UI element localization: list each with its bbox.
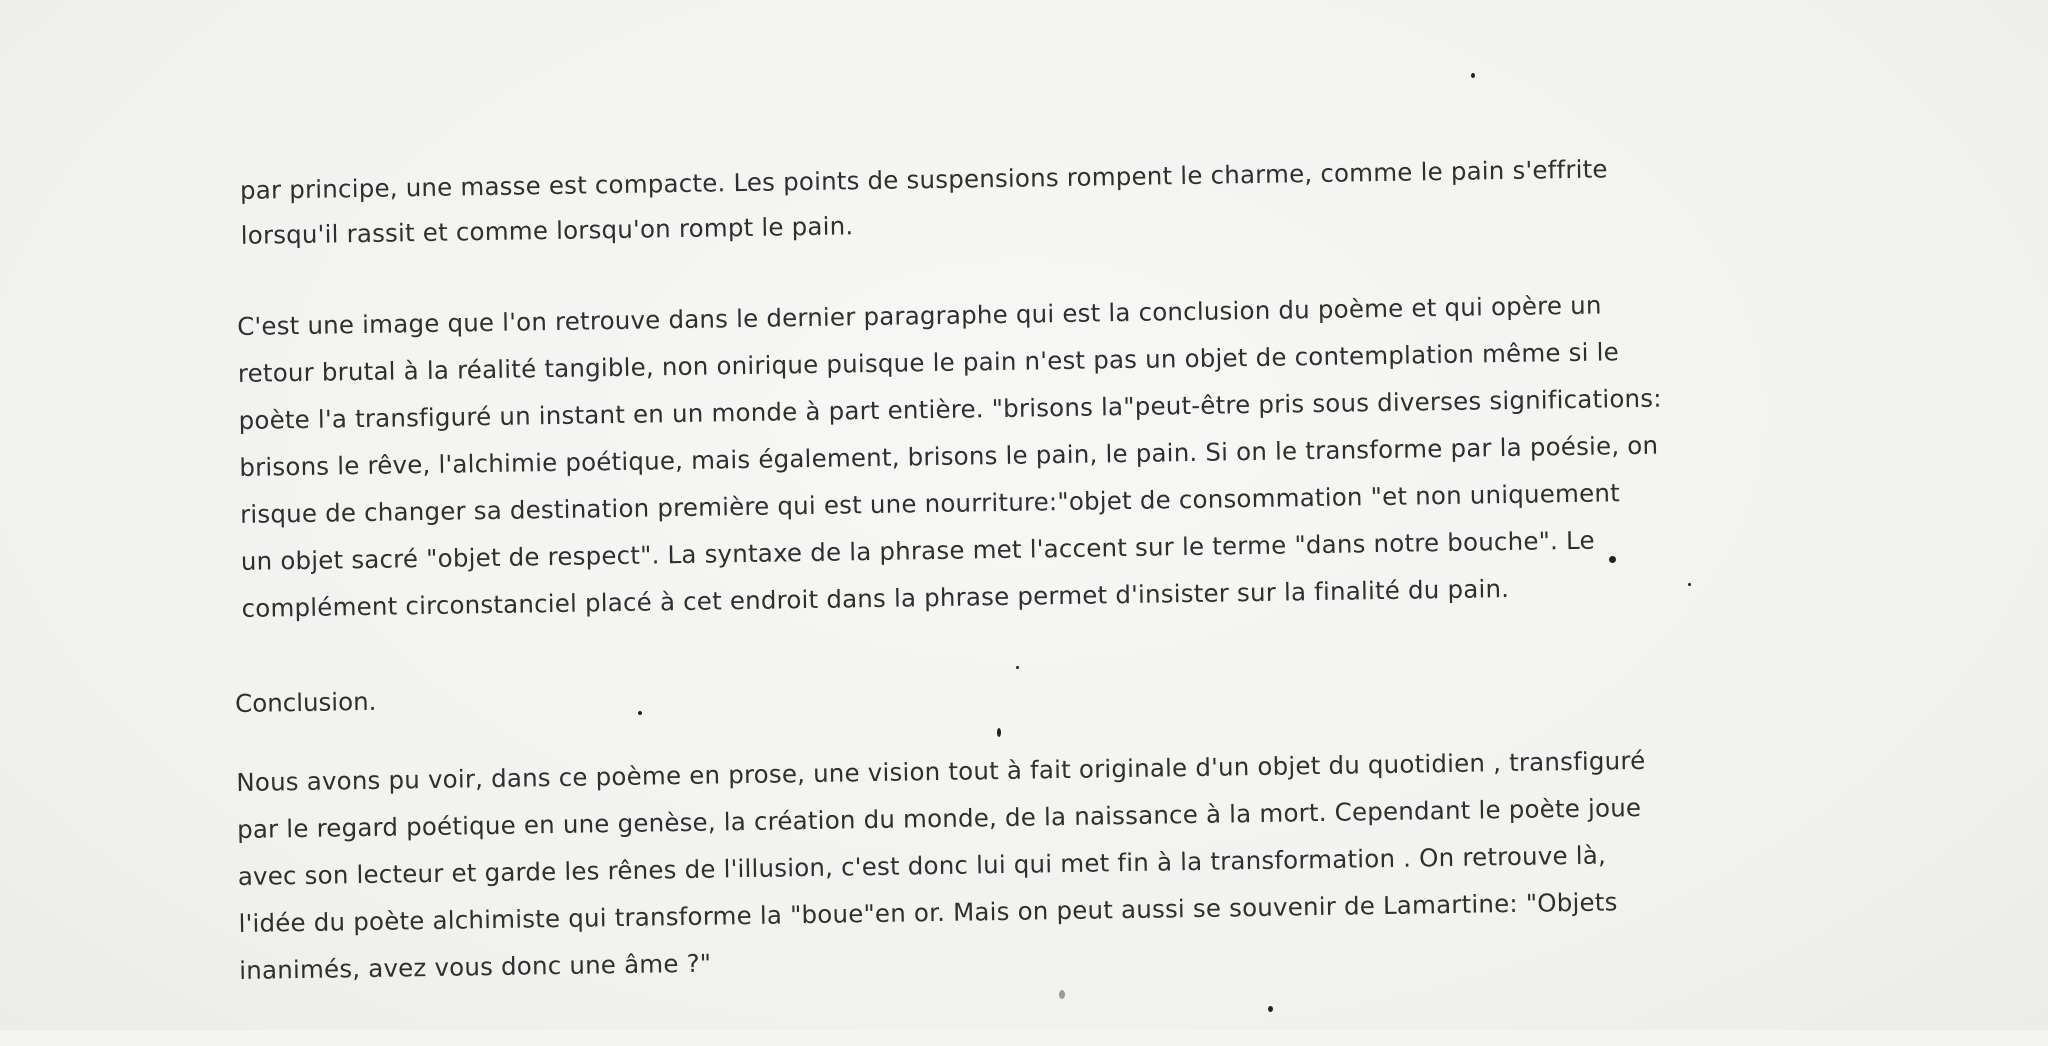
text-line: un objet sacré "objet de respect". La syntaxe de la phrase met l'accent sur le terme "dans notre bouche". Le — [240, 525, 1595, 576]
scan-speck — [997, 728, 1001, 737]
scan-speck — [1059, 990, 1065, 999]
text-line: l'idée du poète alchimiste qui transforme la "boue"en or. Mais on peut aussi se souvenir de Lamartine: "Objets — [238, 887, 1618, 939]
text-line: par le regard poétique en une genèse, la création du monde, de la naissance à la mort. Cependant le poète joue — [236, 792, 1642, 845]
text-line: risque de changer sa destination première qui est une nourriture:"objet de consommation "et non uniquement — [239, 478, 1621, 529]
text-line: inanimés, avez vous donc une âme ?" — [239, 948, 712, 986]
scan-speck — [1609, 556, 1616, 563]
text-line: par principe, une masse est compacte. Les points de suspensions rompent le charme, comme le pain s'effrite — [239, 154, 1608, 205]
text-line: avec son lecteur et garde les rênes de l'illusion, c'est donc lui qui met fin à la transformation . On retrouve là, — [237, 840, 1607, 892]
scan-speck — [1016, 666, 1019, 669]
text-line: retour brutal à la réalité tangible, non onirique puisque le pain n'est pas un objet de contemplation même si le — [237, 337, 1620, 388]
scan-speck — [1688, 583, 1691, 586]
scan-speck — [638, 711, 642, 715]
conclusion-heading: Conclusion. — [234, 686, 377, 719]
scan-speck — [1268, 1006, 1273, 1012]
text-line: Nous avons pu voir, dans ce poème en prose, une vision tout à fait originale d'un objet du quotidien , transfiguré — [236, 745, 1646, 798]
text-line: lorsqu'il rassit et comme lorsqu'on rompt le pain. — [240, 211, 854, 250]
scan-speck — [1471, 73, 1475, 78]
paragraph-1 — [0, 0, 2040, 250]
text-line: complément circonstanciel placé à cet endroit dans la phrase permet d'insister sur la finalité du pain. — [241, 574, 1510, 623]
text-line: brisons le rêve, l'alchimie poétique, mais également, brisons le pain, le pain. Si on le transforme par la poésie, on — [239, 430, 1659, 482]
text-line: C'est une image que l'on retrouve dans le dernier paragraphe qui est la conclusion du poème et qui opère un — [236, 290, 1602, 341]
text-line: poète l'a transfiguré un instant en un monde à part entière. "brisons la"peut-être pris sous diverses significations: — [238, 383, 1662, 435]
